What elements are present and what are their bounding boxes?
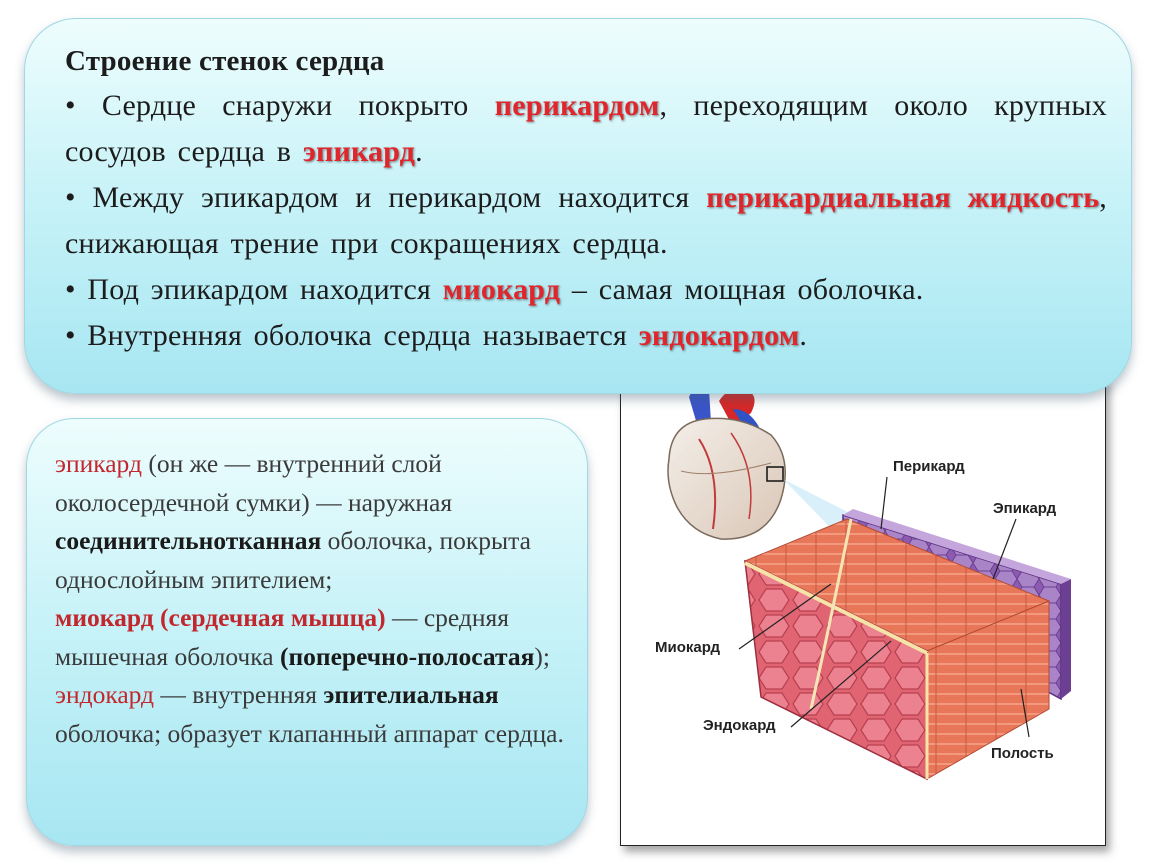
summary-card	[24, 18, 1132, 394]
heart-wall-figure	[620, 378, 1106, 846]
highlight-term: эпикард	[302, 135, 416, 168]
text: • Внутренняя оболочка сердца называется	[65, 319, 639, 352]
text: , переходящим около крупных сосудов сердца в	[65, 89, 1107, 168]
summary-title: Строение стенок сердца	[65, 45, 385, 77]
label-epicard: Эпикард	[993, 500, 1057, 517]
heart-wall-illustration	[621, 379, 1105, 845]
term-epithelial: эпителиальная	[323, 680, 499, 709]
term-connective: соединительнотканная	[55, 526, 322, 555]
text: — средняя мышечная оболочка	[55, 603, 509, 671]
label-cavity: Полость	[991, 745, 1054, 762]
text: .	[799, 319, 808, 352]
label-myocard: Миокард	[655, 639, 721, 656]
highlight-term: перикардом	[494, 89, 660, 122]
paragraph-pericard	[65, 83, 1107, 175]
paragraph-myocard	[65, 267, 1107, 313]
text: • Между эпикардом и перикардом находится	[65, 181, 707, 214]
text: , снижающая трение при сокращениях сердца.	[65, 181, 1107, 260]
text: • Сердце снаружи покрыто	[65, 89, 495, 122]
term-epicard: эпикард	[55, 449, 142, 478]
highlight-term: эндокардом	[638, 319, 800, 352]
text: • Под эпикардом находится	[65, 273, 443, 306]
definitions-card	[26, 418, 588, 846]
text: – самая мощная оболочка.	[560, 273, 924, 306]
text: .	[415, 135, 423, 168]
label-endocard: Эндокард	[703, 717, 776, 734]
text: — внутренняя	[154, 680, 324, 709]
term-endocard: эндокард	[55, 680, 155, 709]
term-myocard: миокард (сердечная мышца)	[55, 603, 386, 632]
text: (он же — внутренний слой околосердечной сумки) — наружная	[55, 449, 453, 517]
highlight-term: перикардиальная жидкость	[706, 181, 1100, 214]
term-striated: (поперечно-полосатая	[279, 641, 535, 671]
text: );	[534, 641, 550, 671]
text: оболочка, покрыта однослойным эпителием;	[55, 526, 531, 594]
paragraph-endocard	[65, 313, 1107, 359]
highlight-term: миокард	[442, 273, 561, 306]
text: оболочка; образует клапанный аппарат сердца.	[55, 718, 564, 748]
paragraph-pericardial-fluid	[65, 175, 1107, 267]
label-pericard: Перикард	[893, 458, 965, 475]
